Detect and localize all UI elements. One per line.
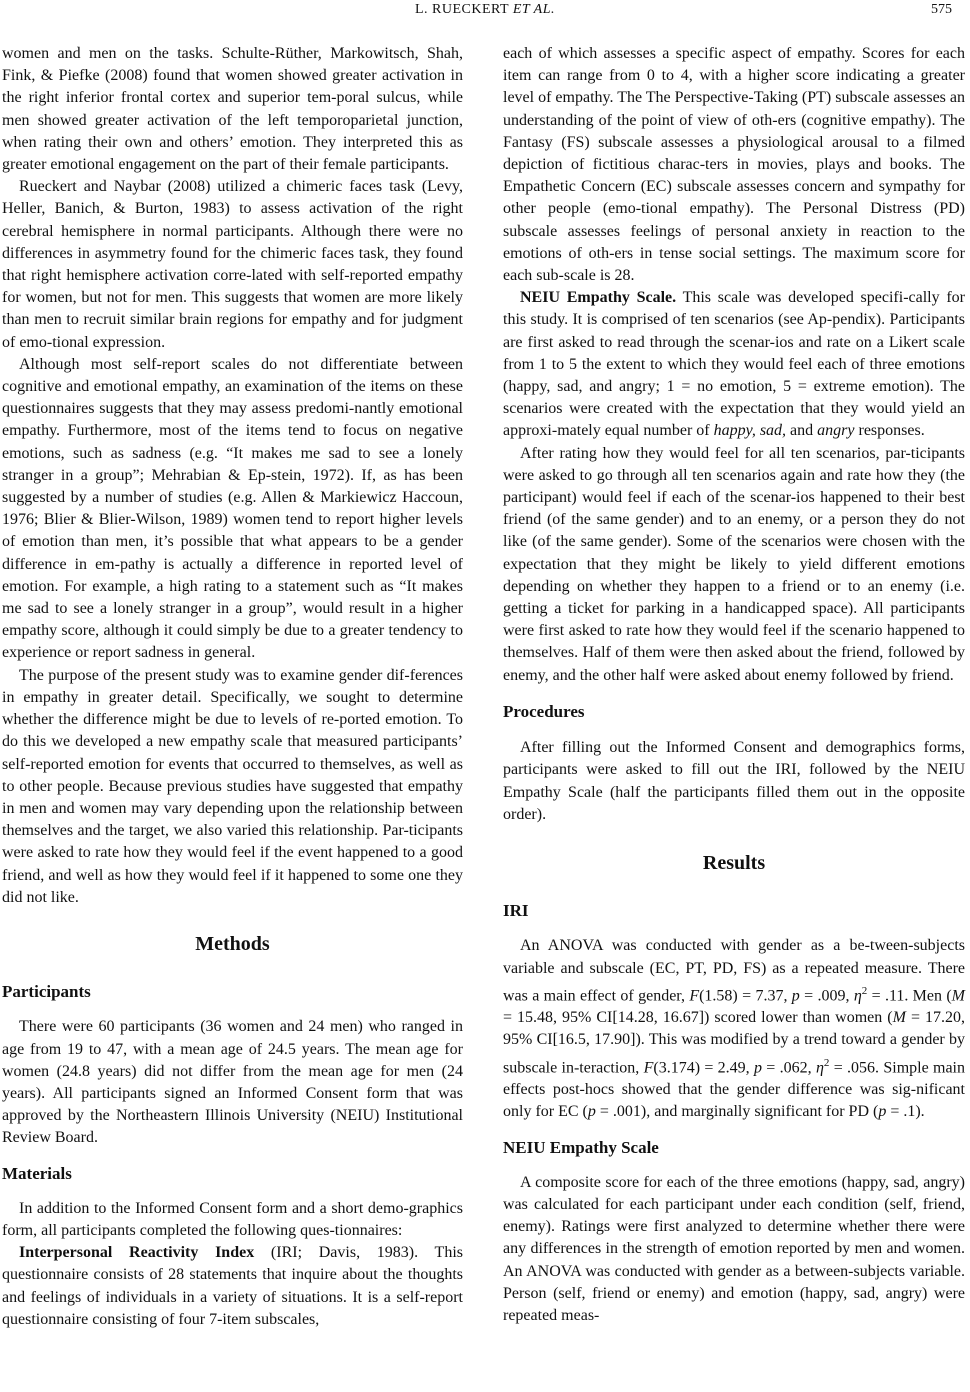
paragraph: After rating how they would feel for all ten scenarios, par-ticipants were asked to go through all ten scenarios again and rate how they (the participant) would feel if each of the scenar-ios happened to their best friend (of the same gender) and to an enemy, or a person they do not like (of the same gender). Some of the scenarios were chosen with the expectation that they might be likely to yield different emotions depending on whether they happen to a friend or to an enemy (i.e. getting a ticket for parking in a handicapped space). All participants were first asked to rate how they would feel if the scenario happened to themselves. Half of them were then asked about the friend, followed by enemy, and the other half were asked about enemy followed by friend. — [503, 444, 965, 684]
procedures-heading: Procedures — [503, 701, 585, 721]
paragraph: After filling out the Informed Consent and demographics forms, participants were asked to fill out the IRI, followed by the NEIU Empathy Scale (half the participants filled them out in the opposite order). — [503, 739, 965, 823]
paragraph-text: responses. — [854, 422, 925, 440]
paragraph — [2, 1242, 463, 1331]
paragraph-text: An ANOVA was conducted with gender as a be-tween-subjects variable and subscale (EC, PT, PD, FS) as a repeated measure. There was a main effect of gender, — [503, 937, 965, 1005]
paragraph: In addition to the Informed Consent form and a short demo-graphics form, all participants completed the following ques-tionnaires: — [2, 1199, 463, 1239]
paragraph-text: = .11. Men ( — [867, 987, 952, 1005]
emphasis: happy, sad, — [713, 422, 787, 440]
paragraph-text: = 17.20, 95% CI[16.5, 17.90]). This was modified by a trend toward a gender by subscale in-teraction, — [503, 1009, 966, 1076]
right-column — [503, 43, 965, 1327]
emphasis: angry — [817, 422, 855, 440]
left-column — [2, 43, 463, 1331]
paragraph: Rueckert and Naybar (2008) utilized a chimeric faces task (Levy, Heller, Banich, & Burton, 1983) to assess activation of the right cerebral hemisphere in normal participants. Although there were no differences in asymmetry found for the chimeric faces task, they found that right hemisphere activation corre-lated with self-reported empathy for women, but not for men. This suggests that women are more likely than men to recruit similar brain regions for empathy and for judgment of emo-tional expression. — [2, 178, 463, 351]
stat-symbol: M — [892, 1009, 906, 1027]
stat-symbol: F — [689, 987, 700, 1005]
paragraph: There were 60 participants (36 women and 24 men) who ranged in age from 19 to 47, with a mean age of 24.5 years. The mean age for women (24.8 years) did not differ from the mean age for men (24 years). All participants signed an Informed Consent form that was approved by the Northeastern Illinois University (NEIU) Institutional Review Board. — [2, 1018, 463, 1147]
paragraph — [503, 287, 965, 442]
iri-heading: IRI — [503, 901, 529, 921]
running-head-authors: L. RUECKERT — [414, 2, 509, 17]
methods-heading: Methods — [195, 932, 270, 955]
paragraph-text: = 15.48, 95% CI[14.28, 16.67]) scored lower than women ( — [503, 1009, 893, 1027]
paragraph-text: = .009, — [799, 987, 854, 1005]
paragraph: The purpose of the present study was to examine gender dif-ferences in empathy in greater detail. Specifically, we sought to determine whether the difference might be due to levels of re-ported emotion. To do this we developed a new empathy scale that measured participants’ self-reported emotion for events that occurred to themselves, as well as to other people. Because previous studies have suggested that empathy in men and women may vary depending upon the relationship between themselves and the target, we also varied this relationship. Par-ticipants were asked to rate how they would feel if the event happened to a good friend, and well as how they would feel if it happened to some one they did not like. — [2, 666, 463, 906]
paragraph-text: (IRI; Davis, 1983). This questionnaire consists of 28 statements that inquire about the thoughts and feelings of individuals in a variety of situations. It is a self-report questionnaire consisting of four 7-item subscales, — [2, 1244, 463, 1328]
neiu-empathy-heading: NEIU Empathy Scale — [503, 1137, 659, 1157]
page-number: 575 — [931, 2, 952, 17]
running-head-etal: ET AL. — [512, 2, 556, 17]
paragraph-text: and — [786, 422, 818, 440]
superscript: 2 — [861, 984, 868, 997]
iri-runin-heading: Interpersonal Reactivity Index — [19, 1244, 255, 1262]
paragraph-text: (3.174) = 2.49, — [653, 1058, 754, 1076]
stat-symbol: p — [791, 987, 800, 1005]
paragraph: Although most self-report scales do not differentiate between cognitive and emotional empathy, an examination of the items on these questionnaires suggests that they may assess predomi-nantly emotional empathy. Furthermore, most of the items tend to focus on negative emotions, such as sadness (e.g. “It makes me sad to see a lonely stranger in a group”; Mehrabian & Ep-stein, 1972). If, as has been suggested by a number of studies (e.g. Allen & Markiewicz Haccoun, 1976; Blier & Blier-Wilson, 1989) women tend to report higher levels of emotion than men, it’s possible that what appears to be a gender difference in em-pathy is actually a difference in reported level of emotion. For example, a high rating to a statement such as “It makes me sad to see a lonely stranger in a group”, would result in a higher empathy score, although it could simply be due to a greater tendency to experience or report sadness in general. — [2, 355, 463, 662]
paragraph-text: (1.58) = 7.37, — [699, 987, 792, 1005]
paragraph-text: = .062, — [761, 1058, 816, 1076]
stat-symbol: M — [951, 987, 965, 1005]
paragraph-text: This scale was developed specifi-cally for this study. It is comprised of ten scenarios (see Ap-pendix). Participants are first asked to read through the scenar-ios and rate on a Likert scale from 1 to 5 the extent to which they would feel each of three emotions (happy, sad, and angry; 1 = no emotion, 5 = extreme emotion). The scenarios were created with the expectation that they would yield an approxi-mately equal number of — [503, 289, 965, 440]
page-header — [0, 0, 970, 24]
paragraph-text: = .001), and marginally significant for PD ( — [595, 1103, 879, 1121]
paragraph — [503, 935, 965, 1123]
running-head — [0, 2, 970, 18]
paragraph-text: = .1). — [886, 1103, 925, 1121]
results-heading: Results — [702, 851, 766, 874]
stat-symbol: p — [878, 1103, 887, 1121]
stat-symbol: p — [753, 1058, 762, 1076]
stat-symbol: p — [587, 1103, 596, 1121]
paragraph: A composite score for each of the three emotions (happy, sad, angry) was calculated for each participant under each condition (self, friend, enemy). Ratings were first analyzed to determine whether there were any differences in the strength of emotion reported by men and women. An ANOVA was conducted with gender as a between-subjects variable. Person (self, friend or enemy) and emotion (happy, sad, angry) were repeated meas- — [503, 1173, 965, 1325]
participants-heading: Participants — [2, 982, 91, 1002]
paragraph: each of which assesses a specific aspect of empathy. Scores for each item can range from 0 to 4, with a higher score indicating a greater level of empathy. The The Perspective-Taking (PT) subscale assesses an understanding of the point of view of oth-ers (cognitive empathy). The Fantasy (FS) subscale assesses a physiological arousal to a filmed depiction of fictitious charac-ters in movies, plays and books. The Empathetic Concern (EC) subscale assesses concern and sympathy for other people (emo-tional empathy). The Personal Distress (PD) subscale assesses feelings of personal anxiety in reaction to the emotions of oth-ers in tense social settings. The maximum score for each sub-scale is 28. — [503, 45, 965, 285]
materials-heading: Materials — [2, 1163, 72, 1183]
neiu-runin-heading: NEIU Empathy Scale. — [520, 289, 677, 307]
paragraph: women and men on the tasks. Schulte-Rüther, Markowitsch, Shah, Fink, & Piefke (2008) found that women showed greater activation in the right inferior frontal cortex and superior tem-poral sulcus, while men showed greater activation of the left temporoparietal junction, when rating their own and others’ emotion. They interpreted this as greater emotional engagement on the part of their female participants. — [2, 45, 463, 174]
stat-symbol: F — [643, 1058, 654, 1076]
stat-symbol: η — [853, 987, 862, 1005]
paragraph-text: = .056. Simple main effects post-hocs showed that the gender difference was sig-nificant only for EC ( — [503, 1058, 965, 1121]
superscript: 2 — [823, 1056, 830, 1069]
stat-symbol: η — [815, 1058, 824, 1076]
